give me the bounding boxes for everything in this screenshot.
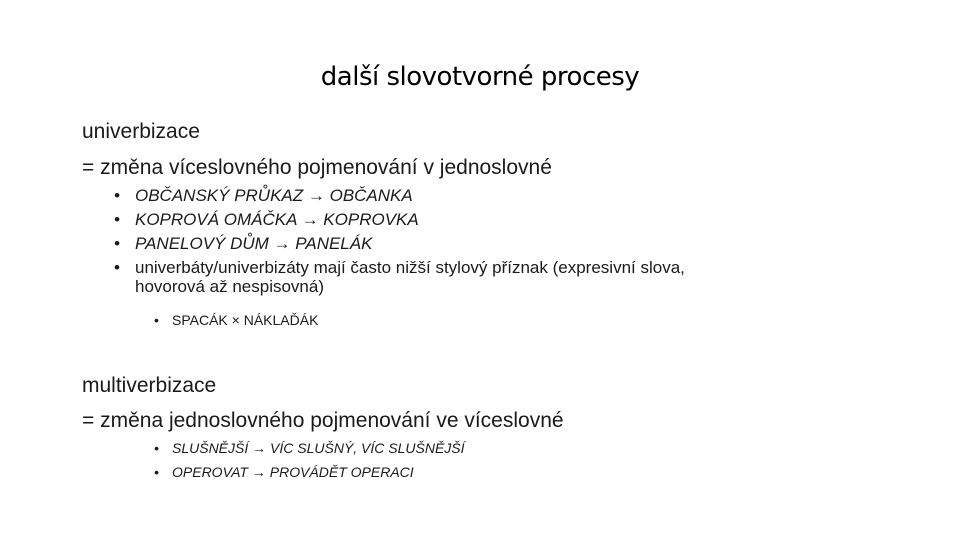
univerbizace-example-item: • PANELOVÝ DŮM → PANELÁK bbox=[114, 232, 814, 256]
univerbizace-example-list bbox=[114, 184, 814, 296]
univerbizace-heading: univerbizace bbox=[82, 120, 200, 143]
multiverbizace-example-item: • OPEROVAT → PROVÁDĚT OPERACI bbox=[154, 460, 465, 484]
univerbizace-note-line2: hovorová až nespisovná) bbox=[135, 277, 325, 296]
multiverbizace-example-item: • SLUŠNĚJŠÍ → VÍC SLUŠNÝ, VÍC SLUŠNĚJŠÍ bbox=[154, 436, 465, 460]
univerbizace-note-line1: univerbáty/univerbizáty mají často nižší stylový příznak (expresivní slova, bbox=[135, 258, 685, 277]
univerbizace-example-item: • OBČANSKÝ PRŮKAZ → OBČANKA bbox=[114, 184, 814, 208]
univerbizace-definition: = změna víceslovného pojmenování v jednoslovné bbox=[82, 156, 552, 179]
univerbizace-sub-example-item: • SPACÁK × NÁKLAĎÁK bbox=[154, 309, 318, 331]
multiverbizace-example-list bbox=[154, 436, 465, 484]
univerbizace-example-item: • KOPROVÁ OMÁČKA → KOPROVKA bbox=[114, 208, 814, 232]
univerbizace-note-item bbox=[114, 256, 814, 296]
multiverbizace-definition: = změna jednoslovného pojmenování ve víceslovné bbox=[82, 409, 564, 432]
multiverbizace-heading: multiverbizace bbox=[82, 374, 217, 397]
univerbizace-sub-list bbox=[154, 309, 318, 331]
slide-title: další slovotvorné procesy bbox=[320, 62, 640, 92]
